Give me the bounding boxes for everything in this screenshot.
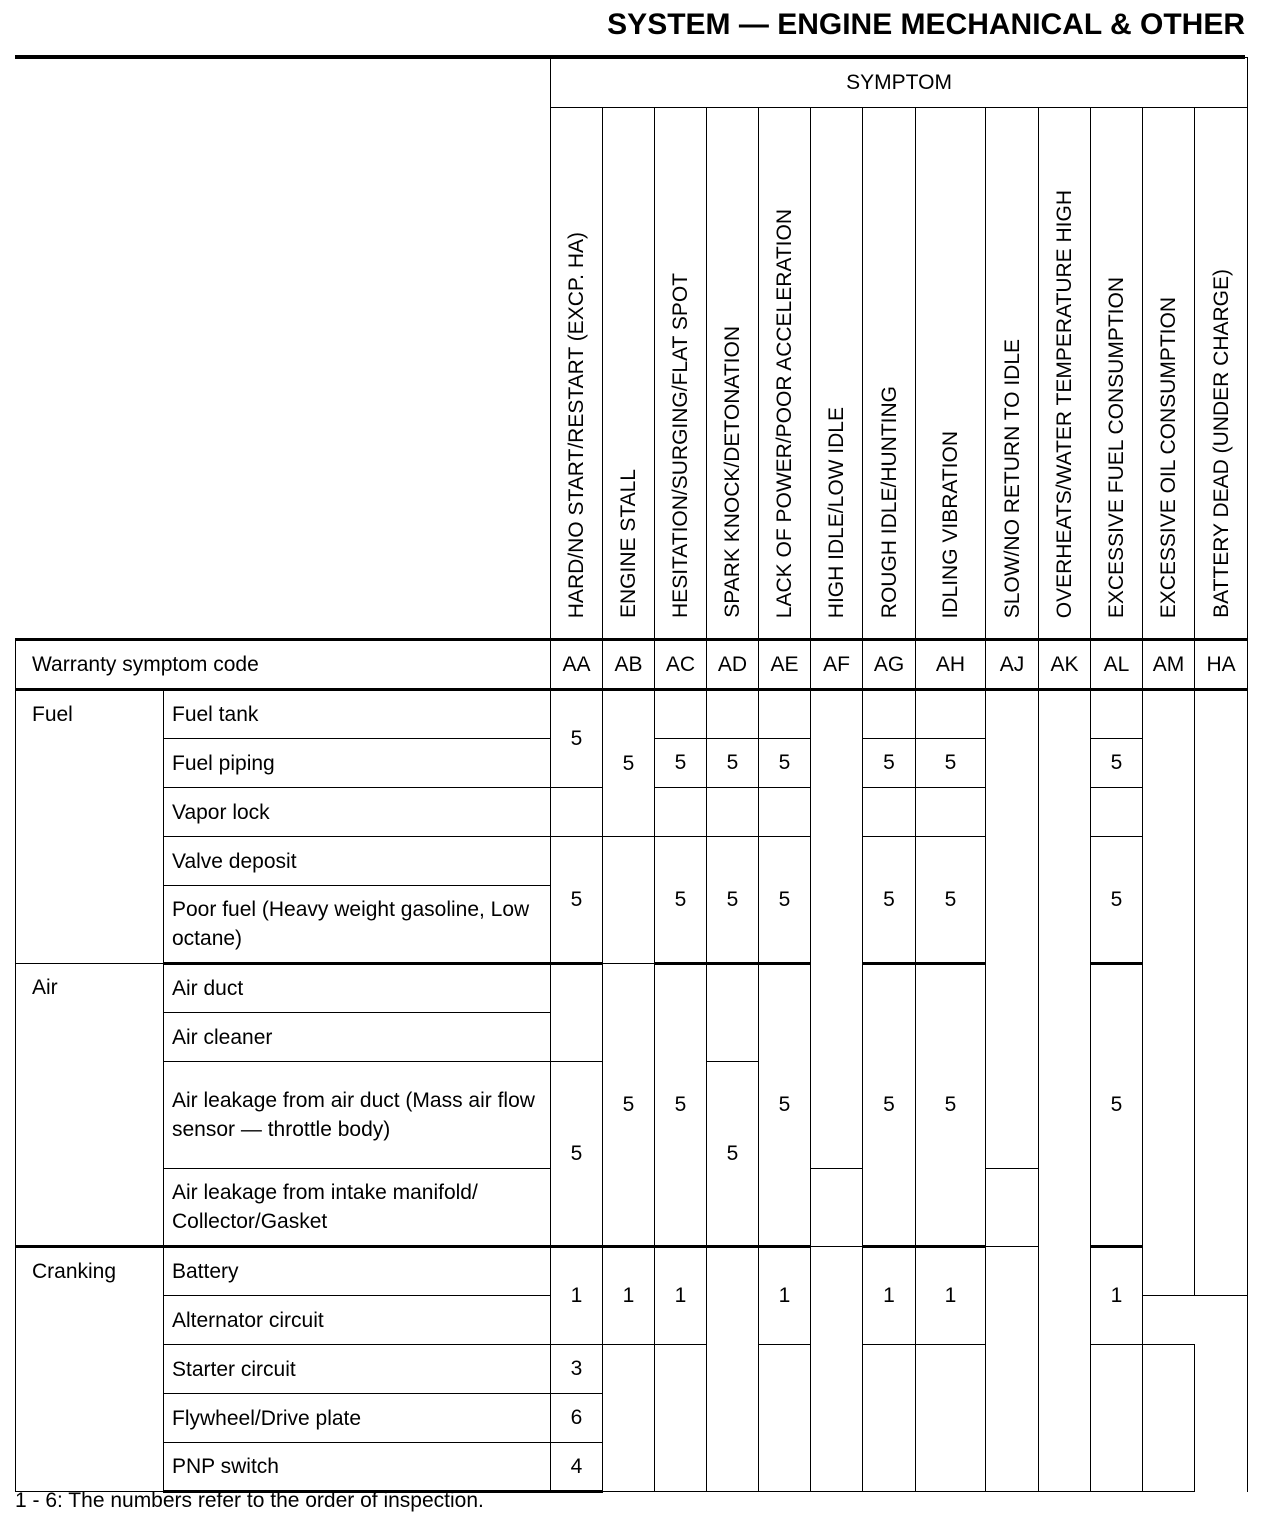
cell-ag-r2: 5 [863,739,916,788]
cell-ac-air: 5 [655,964,707,1247]
cell-aa-r3 [551,788,603,837]
cell-ad-r3 [707,788,759,837]
cell-ha-rest [1143,1345,1195,1492]
cell-af-crank [811,1247,863,1492]
cell-ad-r6 [707,964,759,1062]
diagnosis-table [15,57,1248,1493]
item-starter: Starter circuit [164,1345,551,1394]
symptom-col-aa: HARD/NO START/RESTART (EXCP. HA) [551,108,603,640]
cell-ab-fuel: 5 [603,690,655,837]
cell-ae-air: 5 [759,964,811,1247]
cell-ae-r2: 5 [759,739,811,788]
item-valve-deposit: Valve deposit [164,837,551,886]
cell-ad-r4: 5 [707,837,759,964]
cell-ak-all [1039,690,1091,1492]
code-af: AF [811,640,863,690]
cell-ac-r3 [655,788,707,837]
item-vapor-lock: Vapor lock [164,788,551,837]
cell-ah-r4: 5 [916,837,986,964]
cell-aa-leak: 5 [551,1062,603,1247]
code-ab: AB [603,640,655,690]
cell-al-r4: 5 [1091,837,1143,964]
code-ad: AD [707,640,759,690]
item-poor-fuel: Poor fuel (Heavy weight gasoline, Low octane) [164,886,551,964]
cell-ah-air: 5 [916,964,986,1247]
item-pnp-switch: PNP switch [164,1443,551,1492]
symptom-col-ak: OVERHEATS/WATER TEMPERATURE HIGH [1039,108,1091,640]
cell-ae-batt: 1 [759,1247,811,1345]
code-ag: AG [863,640,916,690]
symptom-header: SYMPTOM [551,58,1248,108]
symptom-col-am: EXCESSIVE OIL CONSUMPTION [1143,108,1195,640]
cell-ag-r3 [863,788,916,837]
cell-al-r2: 5 [1091,739,1143,788]
item-air-cleaner: Air cleaner [164,1013,551,1062]
cell-al-air: 5 [1091,964,1143,1247]
symptom-col-ha: BATTERY DEAD (UNDER CHARGE) [1195,108,1248,640]
cell-ah-r2: 5 [916,739,986,788]
cell-ah-r1 [916,690,986,739]
cell-ad-crank [707,1247,759,1492]
cell-aa-batt: 1 [551,1247,603,1345]
cell-ae-r4: 5 [759,837,811,964]
code-ac: AC [655,640,707,690]
cell-ac-rest [655,1345,707,1492]
cell-ac-r1 [655,690,707,739]
cell-al-rest [1091,1345,1143,1492]
code-aj: AJ [986,640,1039,690]
symptom-col-al: EXCESSIVE FUEL CONSUMPTION [1091,108,1143,640]
cell-ha-fuel-air [1195,690,1248,1296]
code-al: AL [1091,640,1143,690]
item-fuel-tank: Fuel tank [164,690,551,739]
cell-ag-batt: 1 [863,1247,916,1345]
group-fuel: Fuel [16,690,164,964]
cell-aa-pnp: 4 [551,1443,603,1492]
cell-ae-rest [759,1345,811,1492]
symptom-col-ag: ROUGH IDLE/HUNTING [863,108,916,640]
item-air-leak-manifold: Air leakage from intake manifold/ Collector/Gasket [164,1169,551,1247]
cell-ab-batt: 1 [603,1247,655,1345]
item-air-leak-duct: Air leakage from air duct (Mass air flow sensor — throttle body) [164,1062,551,1169]
symptom-col-ac: HESITATION/SURGING/FLAT SPOT [655,108,707,640]
warranty-label: Warranty symptom code [16,640,551,690]
cell-ae-r1 [759,690,811,739]
cell-ad-r2: 5 [707,739,759,788]
cell-al-r1 [1091,690,1143,739]
code-am: AM [1143,640,1195,690]
cell-aa-flywheel: 6 [551,1394,603,1443]
symptom-col-ah: IDLING VIBRATION [916,108,986,640]
cell-am-fuel-air [1143,690,1195,1296]
code-ha: HA [1195,640,1248,690]
cell-ad-leak: 5 [707,1062,759,1247]
cell-aa-starter: 3 [551,1345,603,1394]
group-cranking: Cranking [16,1247,164,1492]
cell-ac-batt: 1 [655,1247,707,1345]
cell-ab-r4 [603,837,655,964]
cell-ag-r4: 5 [863,837,916,964]
group-air: Air [16,964,164,1247]
cell-aa-r6 [551,964,603,1062]
symptom-col-aj: SLOW/NO RETURN TO IDLE [986,108,1039,640]
item-alternator: Alternator circuit [164,1296,551,1345]
item-flywheel: Flywheel/Drive plate [164,1394,551,1443]
cell-aj-fuel-air [986,690,1039,1169]
cell-aa-r4: 5 [551,837,603,964]
item-battery: Battery [164,1247,551,1296]
symptom-col-af: HIGH IDLE/LOW IDLE [811,108,863,640]
cell-af-fuel-air [811,690,863,1169]
cell-ah-r3 [916,788,986,837]
cell-al-batt: 1 [1091,1247,1143,1345]
header-blank [16,58,551,640]
symptom-col-ae: LACK OF POWER/POOR ACCELERATION [759,108,811,640]
code-ak: AK [1039,640,1091,690]
cell-ag-rest [863,1345,916,1492]
cell-aj-crank [986,1247,1039,1492]
cell-ab-air: 5 [603,964,655,1247]
code-ae: AE [759,640,811,690]
cell-ab-rest [603,1345,655,1492]
code-aa: AA [551,640,603,690]
cell-ah-rest [916,1345,986,1492]
cell-ae-r3 [759,788,811,837]
cell-ag-air: 5 [863,964,916,1247]
cell-ac-r4: 5 [655,837,707,964]
item-fuel-piping: Fuel piping [164,739,551,788]
cell-aa-fuel: 5 [551,690,603,788]
page-title: SYSTEM — ENGINE MECHANICAL & OTHER [607,8,1245,41]
cell-ac-r2: 5 [655,739,707,788]
item-air-duct: Air duct [164,964,551,1013]
symptom-col-ab: ENGINE STALL [603,108,655,640]
symptom-col-ad: SPARK KNOCK/DETONATION [707,108,759,640]
cell-ad-r1 [707,690,759,739]
footnote: 1 - 6: The numbers refer to the order of inspection. [15,1489,484,1512]
code-ah: AH [916,640,986,690]
cell-ag-r1 [863,690,916,739]
cell-al-r3 [1091,788,1143,837]
cell-ah-batt: 1 [916,1247,986,1345]
